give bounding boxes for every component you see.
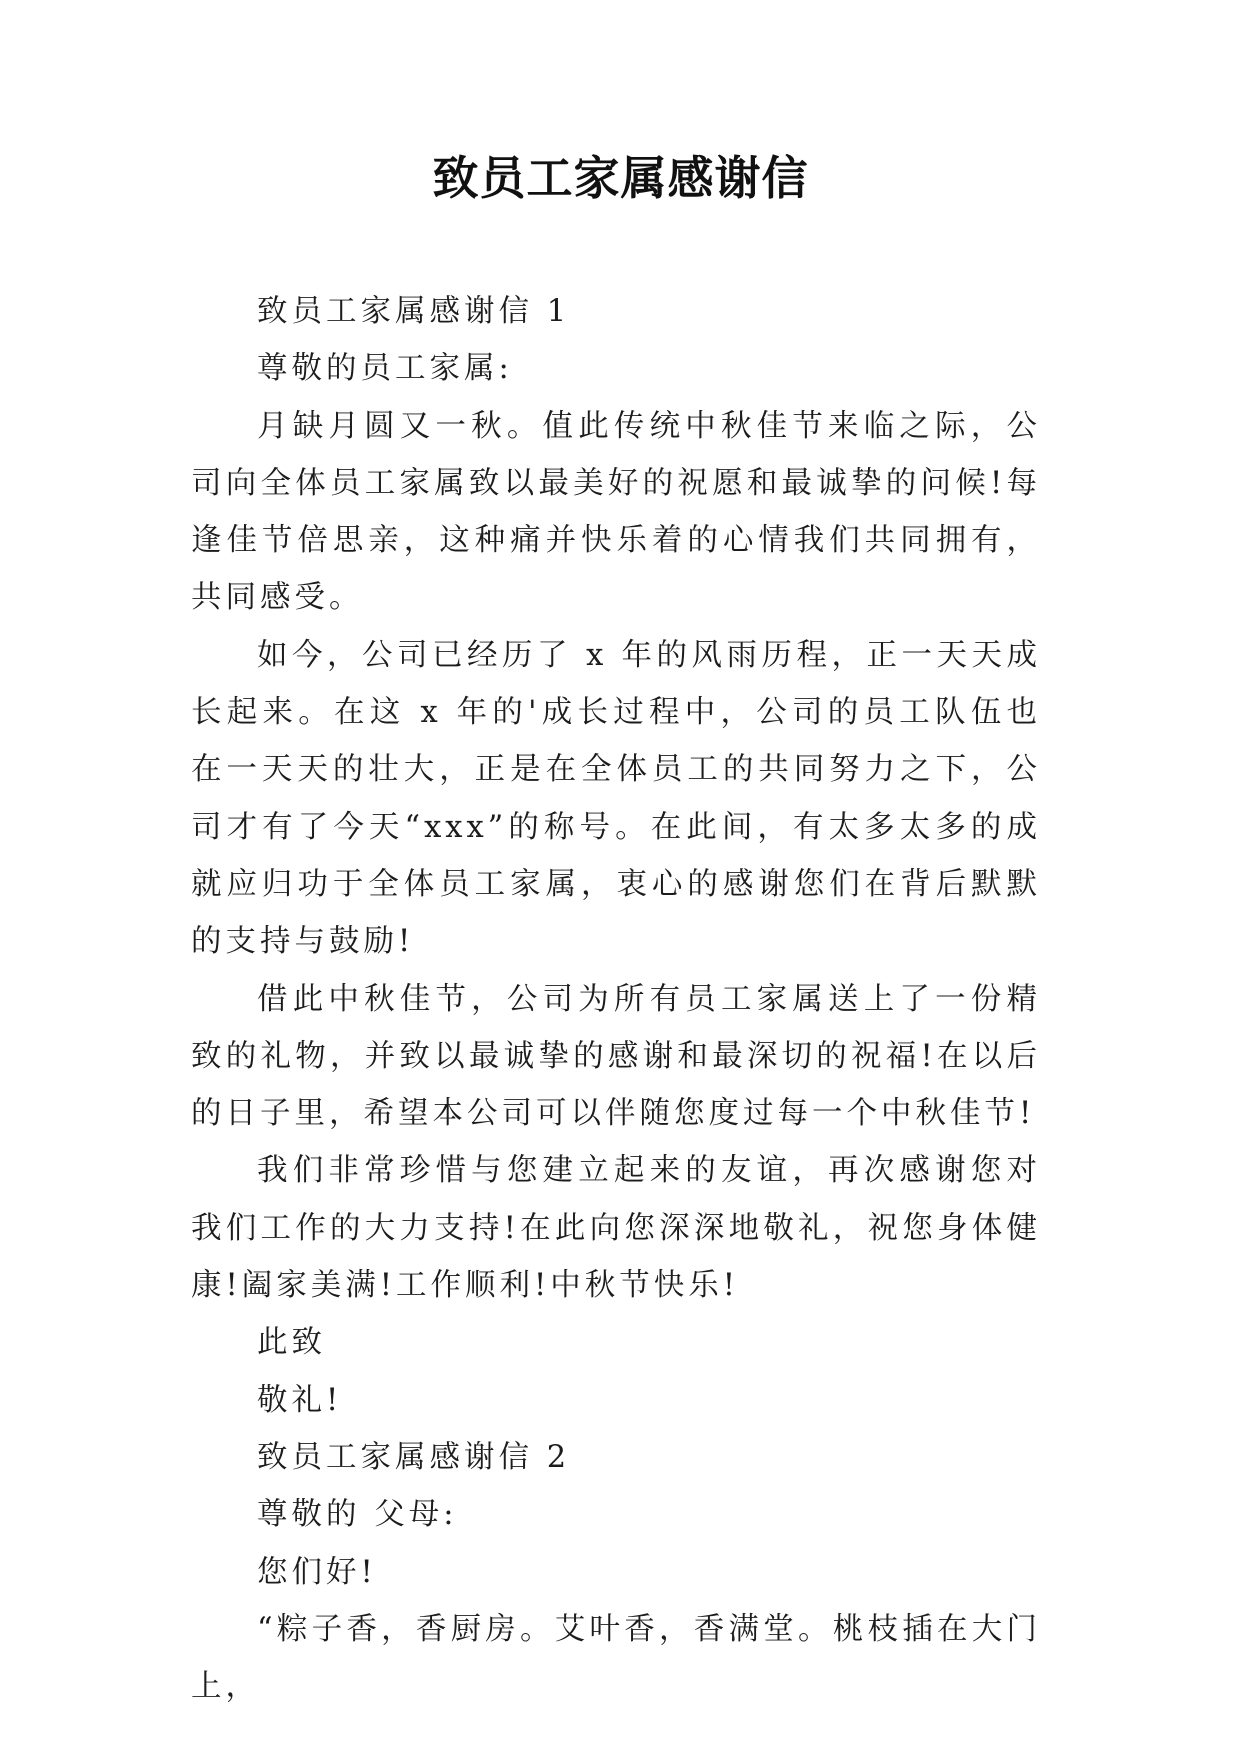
document-title: 致员工家属感谢信	[432, 151, 809, 205]
body-paragraph: 月缺月圆又一秋。值此传统中秋佳节来临之际，公司向全体员工家属致以最美好的祝愿和最诚挚的问候!每逢佳节倍思亲，这种痛并快乐着的心情我们共同拥有，共同感受。	[191, 408, 1041, 616]
letter-1-heading: 致员工家属感谢信 1	[257, 294, 571, 329]
body-paragraph: 如今，公司已经历了 x 年的风雨历程，正一天天成长起来。在这 x 年的'成长过程中，公司的员工队伍也在一天天的壮大，正是在全体员工的共同努力之下，公司才有了今天“xxx”的称号。在此间，有太多太多的成就应归功于全体员工家属，衷心的感谢您们在背后默默的支持与鼓励!	[191, 637, 1041, 960]
closing-salute: 敬礼!	[257, 1382, 343, 1418]
body-paragraph: “粽子香，香厨房。艾叶香，香满堂。桃枝插在大门上，	[191, 1611, 1041, 1705]
closing-line: 此致	[257, 1325, 326, 1361]
body-paragraph: 我们非常珍惜与您建立起来的友谊，再次感谢您对我们工作的大力支持!在此向您深深地敬礼，祝您身体健康!阖家美满!工作顺利!中秋节快乐!	[191, 1153, 1041, 1304]
greeting-line: 您们好!	[257, 1554, 377, 1590]
letter-1-salutation: 尊敬的员工家属:	[257, 351, 513, 387]
letter-2-heading: 致员工家属感谢信 2	[257, 1439, 571, 1475]
letter-2-salutation: 尊敬的 父母:	[257, 1497, 458, 1533]
document-body	[191, 283, 1041, 1715]
body-paragraph: 借此中秋佳节，公司为所有员工家属送上了一份精致的礼物，并致以最诚挚的感谢和最深切的祝福!在以后的日子里，希望本公司可以伴随您度过每一个中秋佳节!	[191, 981, 1041, 1132]
